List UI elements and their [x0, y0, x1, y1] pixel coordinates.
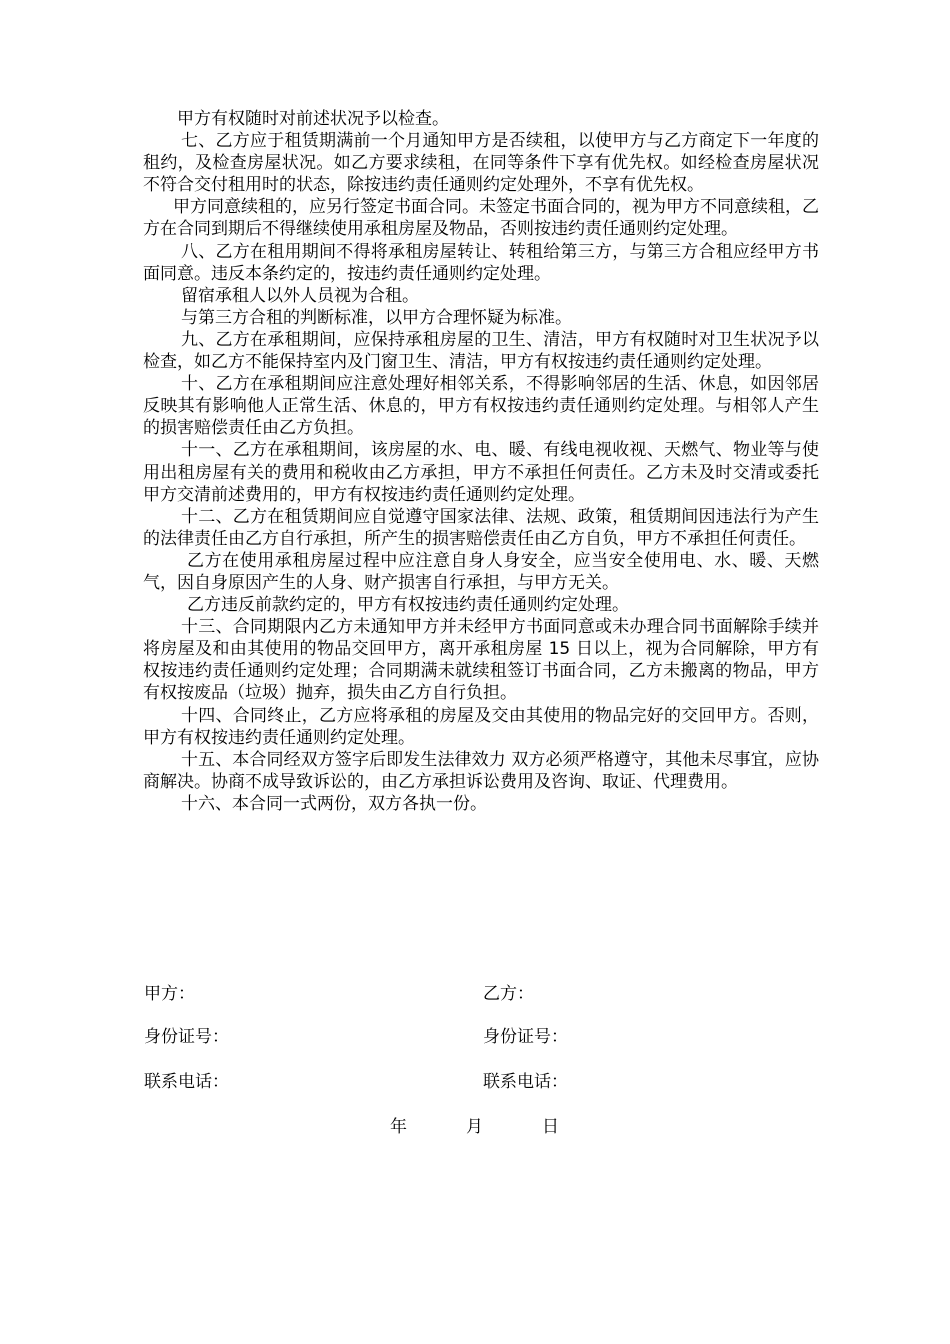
clause-16-copies: 十六、本合同一式两份，双方各执一份。 — [181, 793, 487, 814]
paragraph-renewal-contract: 甲方同意续租的，应另行签定书面合同。未签定书面合同的，视为甲方不同意续租，乙方在合同到期后不得继续使用承租房屋及物品，否则按违约责任通则约定处理。 — [143, 197, 819, 240]
clause-14-return-property: 十四、合同终止，乙方应将承租的房屋及交由其使用的物品完好的交回甲方。否则，甲方有权按违约责任通则约定处理。 — [143, 705, 819, 748]
clause-8-no-sublet: 八、乙方在租用期间不得将承租房屋转让、转租给第三方，与第三方合租应经甲方书面同意。违反本条约定的，按违约责任通则约定处理。 — [143, 241, 819, 284]
clause-12-legal-compliance: 十二、乙方在租赁期间应自觉遵守国家法律、法规、政策，租赁期间因违法行为产生的法律责任由乙方自行承担，所产生的损害赔偿责任由乙方自负，甲方不承担任何责任。 — [143, 506, 819, 549]
clause-7-renewal-notice: 七、乙方应于租赁期满前一个月通知甲方是否续租，以使甲方与乙方商定下一年度的租约，及检查房屋状况。如乙方要求续租，在同等条件下享有优先权。如经检查房屋状况不符合交付租用时的状态，除按违约责任通则约定处理外，不享有优先权。 — [143, 131, 819, 196]
party-a-label: 甲方： — [144, 984, 195, 1004]
party-b-phone-label: 联系电话： — [483, 1072, 568, 1092]
paragraph-inspection: 甲方有权随时对前述状况予以检查。 — [177, 109, 449, 129]
clause-9-hygiene: 九、乙方在承租期间，应保持承租房屋的卫生、清洁，甲方有权随时对卫生状况予以检查，如乙方不能保持室内及门窗卫生、清洁，甲方有权按违约责任通则约定处理。 — [143, 329, 819, 373]
date-year-label: 年 — [390, 1117, 407, 1137]
clause-15-effectiveness: 十五、本合同经双方签字后即发生法律效力 双方必须严格遵守，其他未尽事宜，应协商解决。协商不成导致诉讼的，由乙方承担诉讼费用及咨询、取证、代理费用。 — [143, 749, 819, 792]
clause-11-utilities: 十一、乙方在承租期间，该房屋的水、电、暖、有线电视收视、天燃气、物业等与使用出租房屋有关的费用和税收由乙方承担，甲方不承担任何责任。乙方未及时交清或委托甲方交清前述费用的，甲方有权按违约责任通则约定处理。 — [143, 440, 819, 505]
date-month-label: 月 — [466, 1117, 483, 1137]
party-a-id-label: 身份证号： — [144, 1027, 229, 1047]
contract-body — [143, 108, 819, 815]
party-a-phone-label: 联系电话： — [144, 1072, 229, 1092]
party-b-label: 乙方： — [483, 984, 534, 1004]
paragraph-overnight-guests: 留宿承租人以外人员视为合租。 — [181, 285, 419, 306]
clause-13-termination: 十三、合同期限内乙方未通知甲方并未经甲方书面同意或未办理合同书面解除手续并将房屋及和由其使用的物品交回甲方，离开承租房屋 15 日以上，视为合同解除，甲方有权按违约责任通则约定处理；合同期满未就续租签订书面合同，乙方未搬离的物品，甲方有权按废品（垃圾）抛弃，损失由乙方自行负担。 — [143, 617, 819, 704]
party-b-id-label: 身份证号： — [483, 1027, 568, 1047]
date-day-label: 日 — [542, 1117, 559, 1137]
paragraph-personal-safety: 乙方在使用承租房屋过程中应注意自身人身安全，应当安全使用电、水、暖、天燃气，因自身原因产生的人身、财产损害自行承担，与甲方无关。 — [143, 550, 819, 593]
paragraph-safety-breach: 乙方违反前款约定的，甲方有权按违约责任通则约定处理。 — [187, 595, 629, 616]
paragraph-sharing-standard: 与第三方合租的判断标准，以甲方合理怀疑为标准。 — [181, 307, 572, 328]
clause-10-neighbors: 十、乙方在承租期间应注意处理好相邻关系，不得影响邻居的生活、休息，如因邻居反映其有影响他人正常生活、休息的，甲方有权按违约责任通则约定处理。与相邻人产生的损害赔偿责任由乙方负担。 — [143, 374, 819, 439]
